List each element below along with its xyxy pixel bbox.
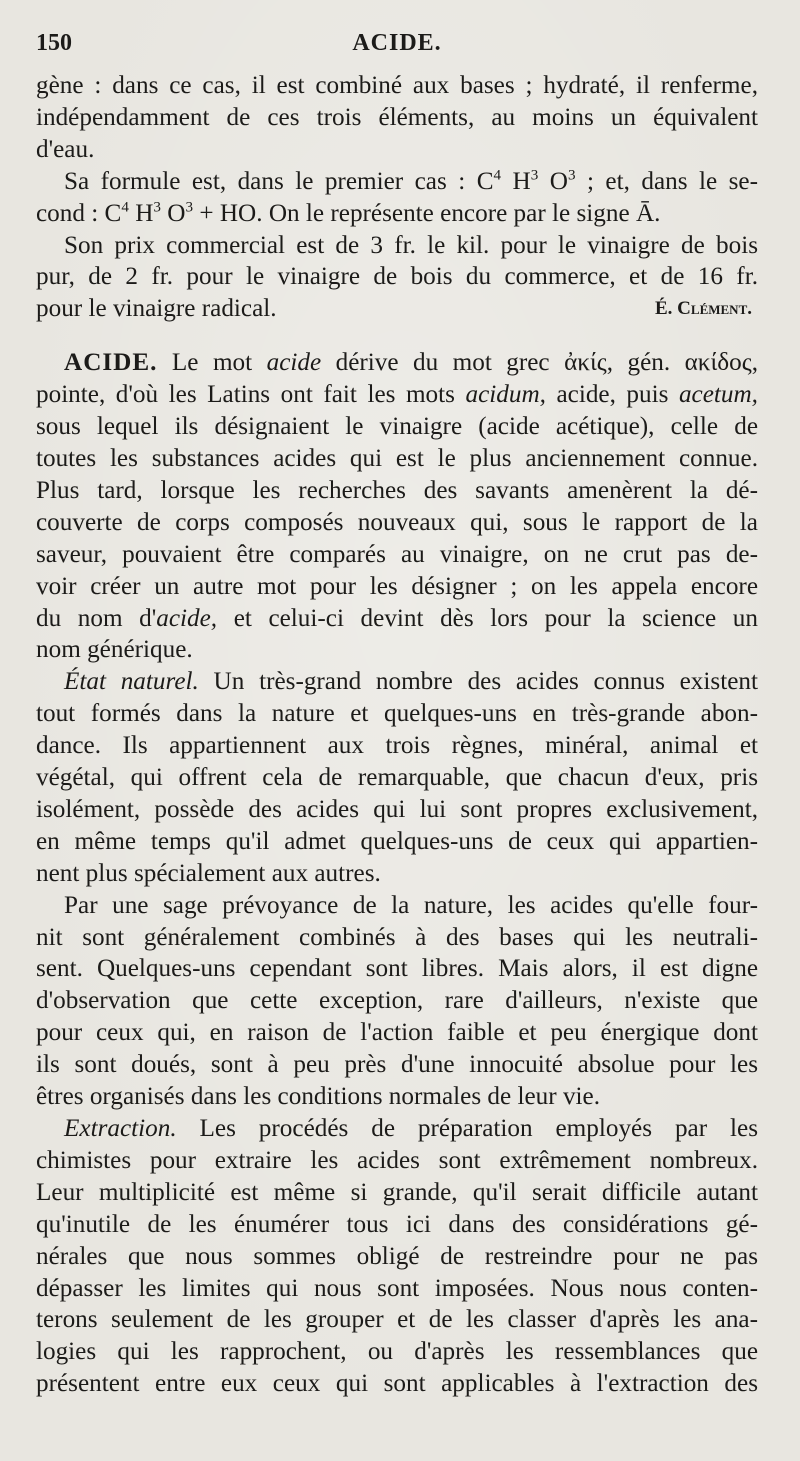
text-line: Leur multiplicité est même si grande, qu'il serait difficile autant bbox=[36, 1178, 758, 1206]
section-etat-naturel bbox=[36, 666, 758, 889]
author-signature: É. Clément. bbox=[655, 298, 752, 320]
text-line: terons seulement de les grouper et de les classer d'après les ana- bbox=[36, 1306, 758, 1334]
text-line: ACIDE. Le mot acide dérive du mot grec ἀκίς, gén. ακίδος, bbox=[64, 349, 758, 377]
text-line: pointe, d'où les Latins ont fait les mots acidum, acide, puis acetum, bbox=[36, 381, 758, 409]
section-label: Extraction. bbox=[64, 1115, 177, 1142]
text-line: gène : dans ce cas, il est combiné aux bases ; hydraté, il renferme, bbox=[36, 72, 758, 99]
text-line: logies qui les rapprochent, ou d'après les ressemblances que bbox=[36, 1338, 758, 1366]
text-line: Plus tard, lorsque les recherches des savants amenèrent la dé- bbox=[36, 476, 758, 504]
text-line: pur, de 2 fr. pour le vinaigre de bois du commerce, et de 16 fr. bbox=[36, 263, 758, 291]
page-body bbox=[36, 70, 758, 1400]
page-number: 150 bbox=[36, 30, 72, 56]
text-line: saveur, pouvaient être comparés au vinaigre, on ne crut pas de- bbox=[36, 540, 758, 568]
text-line: indépendamment de ces trois éléments, au moins un équivalent bbox=[36, 103, 758, 131]
section-label: État naturel. bbox=[64, 668, 199, 696]
text-line: couverte de corps composés nouveaux qui, sous le rapport de la bbox=[36, 508, 758, 536]
text-line: cond : $C^4$ $H^3$ $O^3$ + HO. On le représente encore par le signe Ā. bbox=[36, 199, 661, 227]
greek-word: ακίδος, bbox=[684, 349, 758, 377]
text-line: présentent entre eux ceux qui sont applicables à l'extraction des bbox=[36, 1370, 758, 1398]
paragraph-formula-intro bbox=[36, 70, 758, 166]
text-line: végétal, qui offrent cela de remarquable, que chacun d'eux, pris bbox=[36, 764, 758, 792]
text-line: êtres organisés dans les conditions normales de leur vie. bbox=[36, 1083, 601, 1111]
entry-headword: ACIDE. bbox=[64, 349, 158, 377]
text-line: nent plus spécialement aux autres. bbox=[36, 859, 381, 887]
text-line: tout formés dans la nature et quelques-uns en très-grande abon- bbox=[36, 700, 758, 728]
text-line: qu'inutile de les énumérer tous ici dans des considérations gé- bbox=[36, 1210, 758, 1238]
section-extraction bbox=[36, 1113, 758, 1400]
text-line: du nom d'acide, et celui-ci devint dès lors pour la science un bbox=[36, 604, 758, 632]
text-line: nérales que nous sommes obligé de restreindre pour ne pas bbox=[36, 1242, 758, 1270]
text-line: Sa formule est, dans le premier cas : $C^4$ $H^3$ $O^3$ ; et, dans le se- bbox=[64, 167, 758, 195]
text-line: pour le vinaigre radical. É. Clément. bbox=[36, 293, 758, 325]
text-line: nit sont généralement combinés à des bases qui les neutrali- bbox=[36, 923, 758, 951]
text-line: d'observation que cette exception, rare d'ailleurs, n'existe que bbox=[36, 987, 758, 1015]
page-header bbox=[36, 30, 758, 70]
text-line: voir créer un autre mot pour les désigner ; on les appela encore bbox=[36, 572, 758, 600]
text-line: dépasser les limites qui nous sont imposées. Nous nous conten- bbox=[36, 1274, 758, 1302]
text-line: ils sont doués, sont à peu près d'une innocuité absolue pour les bbox=[36, 1051, 758, 1079]
paragraph-formula bbox=[36, 166, 758, 230]
paragraph-prevoyance bbox=[36, 890, 758, 1113]
greek-word: ἀκίς bbox=[564, 349, 607, 377]
text-line: d'eau. bbox=[36, 135, 95, 163]
acetic-sign: Ā bbox=[635, 199, 655, 227]
text-line: Son prix commercial est de 3 fr. le kil. pour le vinaigre de bois bbox=[64, 231, 758, 259]
text-line: Extraction. Les procédés de préparation employés par les bbox=[64, 1115, 758, 1142]
text-line: Par une sage prévoyance de la nature, les acides qu'elle four- bbox=[64, 891, 758, 919]
running-head: ACIDE. bbox=[352, 30, 442, 56]
text-line: chimistes pour extraire les acides sont extrêmement nombreux. bbox=[36, 1146, 758, 1174]
text-line: État naturel. Un très-grand nombre des acides connus existent bbox=[64, 668, 758, 696]
text-line: sent. Quelques-uns cependant sont libres. Mais alors, il est digne bbox=[36, 955, 758, 983]
text-line: dance. Ils appartiennent aux trois règnes, minéral, animal et bbox=[36, 732, 758, 760]
text-line: pour ceux qui, en raison de l'action faible et peu énergique dont bbox=[36, 1019, 758, 1047]
entry-acide bbox=[36, 347, 758, 666]
text-line: en même temps qu'il admet quelques-uns de ceux qui appartien- bbox=[36, 827, 758, 855]
text-line: sous lequel ils désignaient le vinaigre (acide acétique), celle de bbox=[36, 413, 758, 441]
paragraph-price bbox=[36, 230, 758, 326]
text-line: isolément, possède des acides qui lui sont propres exclusivement, bbox=[36, 795, 758, 823]
text-line: nom générique. bbox=[36, 636, 193, 664]
text-line: toutes les substances acides qui est le plus anciennement connue. bbox=[36, 444, 758, 472]
